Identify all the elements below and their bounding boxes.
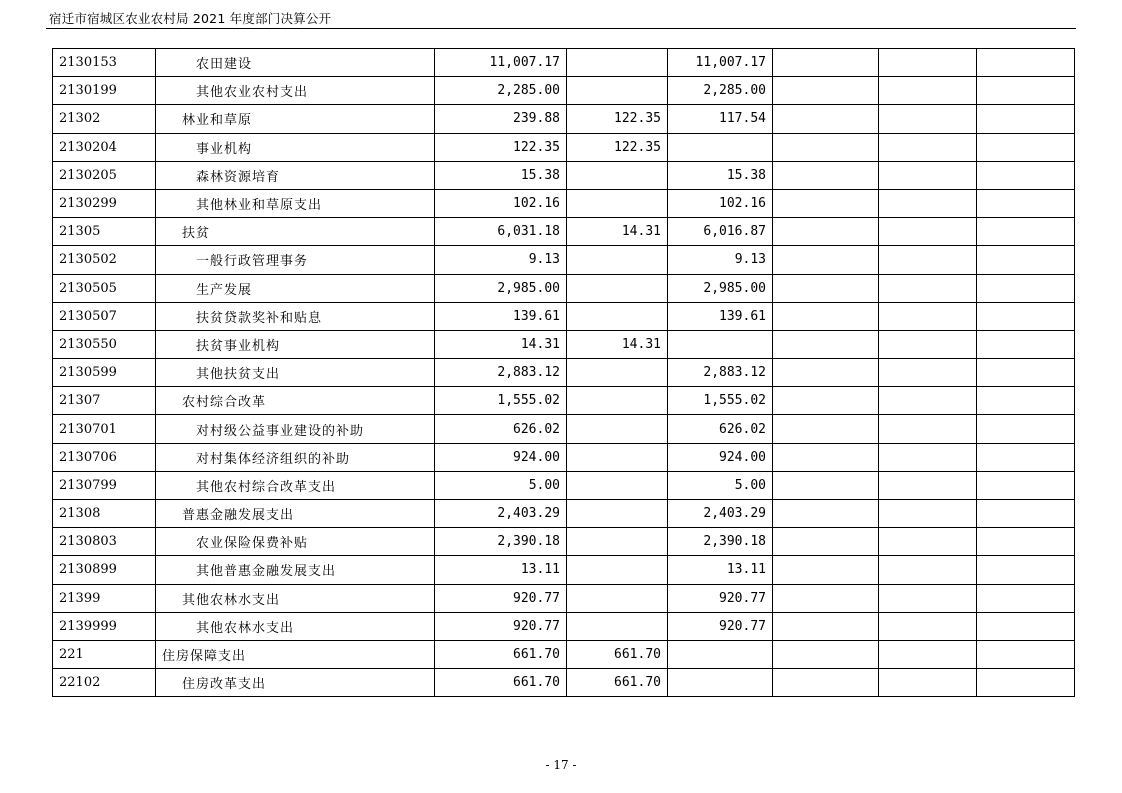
empty-cell xyxy=(977,302,1075,330)
total-expenditure-cell: 626.02 xyxy=(435,415,567,443)
total-expenditure-cell: 2,285.00 xyxy=(435,77,567,105)
account-code-cell: 2130153 xyxy=(53,49,156,77)
account-code-cell: 2130502 xyxy=(53,246,156,274)
table-row xyxy=(53,471,1075,499)
account-name-cell: 森林资源培育 xyxy=(156,161,435,189)
account-code-cell: 21308 xyxy=(53,500,156,528)
account-name-cell: 其他农业农村支出 xyxy=(156,77,435,105)
account-name-cell: 一般行政管理事务 xyxy=(156,246,435,274)
basic-expenditure-cell xyxy=(567,500,668,528)
empty-cell xyxy=(879,161,977,189)
empty-cell xyxy=(977,584,1075,612)
account-code-cell: 2130599 xyxy=(53,359,156,387)
empty-cell xyxy=(879,302,977,330)
empty-cell xyxy=(977,359,1075,387)
total-expenditure-cell: 6,031.18 xyxy=(435,218,567,246)
project-expenditure-cell: 117.54 xyxy=(668,105,773,133)
account-code-cell: 2130706 xyxy=(53,443,156,471)
empty-cell xyxy=(773,612,879,640)
project-expenditure-cell: 6,016.87 xyxy=(668,218,773,246)
empty-cell xyxy=(879,669,977,697)
account-name-cell: 住房改革支出 xyxy=(156,669,435,697)
empty-cell xyxy=(773,246,879,274)
project-expenditure-cell: 1,555.02 xyxy=(668,387,773,415)
empty-cell xyxy=(977,218,1075,246)
total-expenditure-cell: 920.77 xyxy=(435,612,567,640)
account-name-cell: 事业机构 xyxy=(156,133,435,161)
empty-cell xyxy=(773,640,879,668)
empty-cell xyxy=(773,500,879,528)
empty-cell xyxy=(977,274,1075,302)
basic-expenditure-cell xyxy=(567,274,668,302)
basic-expenditure-cell xyxy=(567,77,668,105)
total-expenditure-cell: 2,390.18 xyxy=(435,528,567,556)
empty-cell xyxy=(977,77,1075,105)
table-row xyxy=(53,330,1075,358)
total-expenditure-cell: 122.35 xyxy=(435,133,567,161)
table-row xyxy=(53,77,1075,105)
account-name-cell: 生产发展 xyxy=(156,274,435,302)
account-code-cell: 2130505 xyxy=(53,274,156,302)
total-expenditure-cell: 102.16 xyxy=(435,189,567,217)
total-expenditure-cell: 13.11 xyxy=(435,556,567,584)
basic-expenditure-cell: 14.31 xyxy=(567,330,668,358)
table-row xyxy=(53,556,1075,584)
account-name-cell: 其他农村综合改革支出 xyxy=(156,471,435,499)
basic-expenditure-cell xyxy=(567,189,668,217)
table-row xyxy=(53,500,1075,528)
account-code-cell: 21307 xyxy=(53,387,156,415)
empty-cell xyxy=(879,105,977,133)
total-expenditure-cell: 239.88 xyxy=(435,105,567,133)
project-expenditure-cell xyxy=(668,640,773,668)
empty-cell xyxy=(879,415,977,443)
account-code-cell: 2130799 xyxy=(53,471,156,499)
empty-cell xyxy=(977,612,1075,640)
account-name-cell: 其他扶贫支出 xyxy=(156,359,435,387)
empty-cell xyxy=(977,49,1075,77)
total-expenditure-cell: 14.31 xyxy=(435,330,567,358)
empty-cell xyxy=(773,528,879,556)
account-name-cell: 对村集体经济组织的补助 xyxy=(156,443,435,471)
basic-expenditure-cell xyxy=(567,528,668,556)
account-name-cell: 普惠金融发展支出 xyxy=(156,500,435,528)
empty-cell xyxy=(773,302,879,330)
empty-cell xyxy=(773,556,879,584)
total-expenditure-cell: 2,985.00 xyxy=(435,274,567,302)
account-code-cell: 22102 xyxy=(53,669,156,697)
table-row xyxy=(53,161,1075,189)
table-row xyxy=(53,528,1075,556)
total-expenditure-cell: 2,883.12 xyxy=(435,359,567,387)
table-row xyxy=(53,443,1075,471)
total-expenditure-cell: 15.38 xyxy=(435,161,567,189)
account-code-cell: 2139999 xyxy=(53,612,156,640)
total-expenditure-cell: 9.13 xyxy=(435,246,567,274)
table-row xyxy=(53,218,1075,246)
account-name-cell: 其他普惠金融发展支出 xyxy=(156,556,435,584)
account-code-cell: 2130205 xyxy=(53,161,156,189)
project-expenditure-cell: 2,883.12 xyxy=(668,359,773,387)
basic-expenditure-cell: 122.35 xyxy=(567,105,668,133)
total-expenditure-cell: 661.70 xyxy=(435,669,567,697)
empty-cell xyxy=(773,330,879,358)
empty-cell xyxy=(879,274,977,302)
basic-expenditure-cell xyxy=(567,556,668,584)
project-expenditure-cell xyxy=(668,133,773,161)
basic-expenditure-cell xyxy=(567,387,668,415)
empty-cell xyxy=(773,218,879,246)
empty-cell xyxy=(773,77,879,105)
account-code-cell: 2130507 xyxy=(53,302,156,330)
document-header-title: 宿迁市宿城区农业农村局 2021 年度部门决算公开 xyxy=(49,11,332,26)
account-code-cell: 2130199 xyxy=(53,77,156,105)
empty-cell xyxy=(879,640,977,668)
basic-expenditure-cell xyxy=(567,443,668,471)
empty-cell xyxy=(977,443,1075,471)
empty-cell xyxy=(773,584,879,612)
account-name-cell: 对村级公益事业建设的补助 xyxy=(156,415,435,443)
account-code-cell: 21399 xyxy=(53,584,156,612)
empty-cell xyxy=(879,556,977,584)
project-expenditure-cell: 626.02 xyxy=(668,415,773,443)
account-code-cell: 21302 xyxy=(53,105,156,133)
table-row xyxy=(53,302,1075,330)
table-row xyxy=(53,669,1075,697)
empty-cell xyxy=(977,500,1075,528)
empty-cell xyxy=(977,528,1075,556)
project-expenditure-cell xyxy=(668,330,773,358)
account-name-cell: 林业和草原 xyxy=(156,105,435,133)
basic-expenditure-cell xyxy=(567,471,668,499)
empty-cell xyxy=(879,189,977,217)
basic-expenditure-cell: 14.31 xyxy=(567,218,668,246)
account-code-cell: 2130204 xyxy=(53,133,156,161)
project-expenditure-cell: 13.11 xyxy=(668,556,773,584)
empty-cell xyxy=(977,640,1075,668)
basic-expenditure-cell xyxy=(567,246,668,274)
project-expenditure-cell: 920.77 xyxy=(668,584,773,612)
empty-cell xyxy=(977,133,1075,161)
table-row xyxy=(53,612,1075,640)
empty-cell xyxy=(977,105,1075,133)
empty-cell xyxy=(773,274,879,302)
empty-cell xyxy=(773,133,879,161)
project-expenditure-cell: 5.00 xyxy=(668,471,773,499)
account-code-cell: 2130299 xyxy=(53,189,156,217)
empty-cell xyxy=(879,359,977,387)
account-name-cell: 扶贫 xyxy=(156,218,435,246)
account-name-cell: 住房保障支出 xyxy=(156,640,435,668)
empty-cell xyxy=(977,471,1075,499)
table-row xyxy=(53,584,1075,612)
basic-expenditure-cell xyxy=(567,612,668,640)
empty-cell xyxy=(879,471,977,499)
account-code-cell: 221 xyxy=(53,640,156,668)
expenditure-table xyxy=(52,48,1075,697)
empty-cell xyxy=(879,387,977,415)
empty-cell xyxy=(773,471,879,499)
account-name-cell: 农田建设 xyxy=(156,49,435,77)
empty-cell xyxy=(879,612,977,640)
basic-expenditure-cell xyxy=(567,359,668,387)
empty-cell xyxy=(879,133,977,161)
total-expenditure-cell: 5.00 xyxy=(435,471,567,499)
project-expenditure-cell: 920.77 xyxy=(668,612,773,640)
table-row xyxy=(53,49,1075,77)
basic-expenditure-cell xyxy=(567,415,668,443)
basic-expenditure-cell: 661.70 xyxy=(567,640,668,668)
project-expenditure-cell: 2,390.18 xyxy=(668,528,773,556)
account-code-cell: 2130899 xyxy=(53,556,156,584)
table-row xyxy=(53,359,1075,387)
project-expenditure-cell: 924.00 xyxy=(668,443,773,471)
account-code-cell: 2130701 xyxy=(53,415,156,443)
empty-cell xyxy=(773,105,879,133)
empty-cell xyxy=(977,669,1075,697)
empty-cell xyxy=(879,330,977,358)
account-name-cell: 扶贫事业机构 xyxy=(156,330,435,358)
total-expenditure-cell: 661.70 xyxy=(435,640,567,668)
table-row xyxy=(53,387,1075,415)
table-row xyxy=(53,105,1075,133)
empty-cell xyxy=(879,528,977,556)
page-number: - 17 - xyxy=(545,758,577,772)
account-code-cell: 2130803 xyxy=(53,528,156,556)
account-name-cell: 农村综合改革 xyxy=(156,387,435,415)
empty-cell xyxy=(977,246,1075,274)
header-divider xyxy=(46,28,1076,29)
empty-cell xyxy=(773,387,879,415)
empty-cell xyxy=(977,387,1075,415)
total-expenditure-cell: 2,403.29 xyxy=(435,500,567,528)
table-row xyxy=(53,415,1075,443)
empty-cell xyxy=(879,500,977,528)
project-expenditure-cell: 2,985.00 xyxy=(668,274,773,302)
empty-cell xyxy=(773,161,879,189)
basic-expenditure-cell xyxy=(567,584,668,612)
project-expenditure-cell: 9.13 xyxy=(668,246,773,274)
basic-expenditure-cell xyxy=(567,161,668,189)
empty-cell xyxy=(977,556,1075,584)
total-expenditure-cell: 11,007.17 xyxy=(435,49,567,77)
empty-cell xyxy=(977,415,1075,443)
basic-expenditure-cell xyxy=(567,49,668,77)
empty-cell xyxy=(773,49,879,77)
project-expenditure-cell: 139.61 xyxy=(668,302,773,330)
table-row xyxy=(53,274,1075,302)
project-expenditure-cell: 2,285.00 xyxy=(668,77,773,105)
table-row xyxy=(53,133,1075,161)
account-name-cell: 其他农林水支出 xyxy=(156,612,435,640)
account-code-cell: 21305 xyxy=(53,218,156,246)
total-expenditure-cell: 1,555.02 xyxy=(435,387,567,415)
empty-cell xyxy=(879,584,977,612)
total-expenditure-cell: 139.61 xyxy=(435,302,567,330)
table-row xyxy=(53,640,1075,668)
project-expenditure-cell xyxy=(668,669,773,697)
empty-cell xyxy=(879,49,977,77)
empty-cell xyxy=(773,359,879,387)
empty-cell xyxy=(879,218,977,246)
account-name-cell: 扶贫贷款奖补和贴息 xyxy=(156,302,435,330)
account-name-cell: 其他农林水支出 xyxy=(156,584,435,612)
table-row xyxy=(53,246,1075,274)
empty-cell xyxy=(977,161,1075,189)
empty-cell xyxy=(879,443,977,471)
total-expenditure-cell: 924.00 xyxy=(435,443,567,471)
basic-expenditure-cell: 122.35 xyxy=(567,133,668,161)
total-expenditure-cell: 920.77 xyxy=(435,584,567,612)
empty-cell xyxy=(773,189,879,217)
empty-cell xyxy=(773,669,879,697)
empty-cell xyxy=(773,415,879,443)
project-expenditure-cell: 11,007.17 xyxy=(668,49,773,77)
project-expenditure-cell: 2,403.29 xyxy=(668,500,773,528)
empty-cell xyxy=(977,189,1075,217)
empty-cell xyxy=(977,330,1075,358)
account-code-cell: 2130550 xyxy=(53,330,156,358)
empty-cell xyxy=(879,246,977,274)
project-expenditure-cell: 102.16 xyxy=(668,189,773,217)
empty-cell xyxy=(879,77,977,105)
table-row xyxy=(53,189,1075,217)
basic-expenditure-cell: 661.70 xyxy=(567,669,668,697)
basic-expenditure-cell xyxy=(567,302,668,330)
empty-cell xyxy=(773,443,879,471)
project-expenditure-cell: 15.38 xyxy=(668,161,773,189)
account-name-cell: 农业保险保费补贴 xyxy=(156,528,435,556)
account-name-cell: 其他林业和草原支出 xyxy=(156,189,435,217)
